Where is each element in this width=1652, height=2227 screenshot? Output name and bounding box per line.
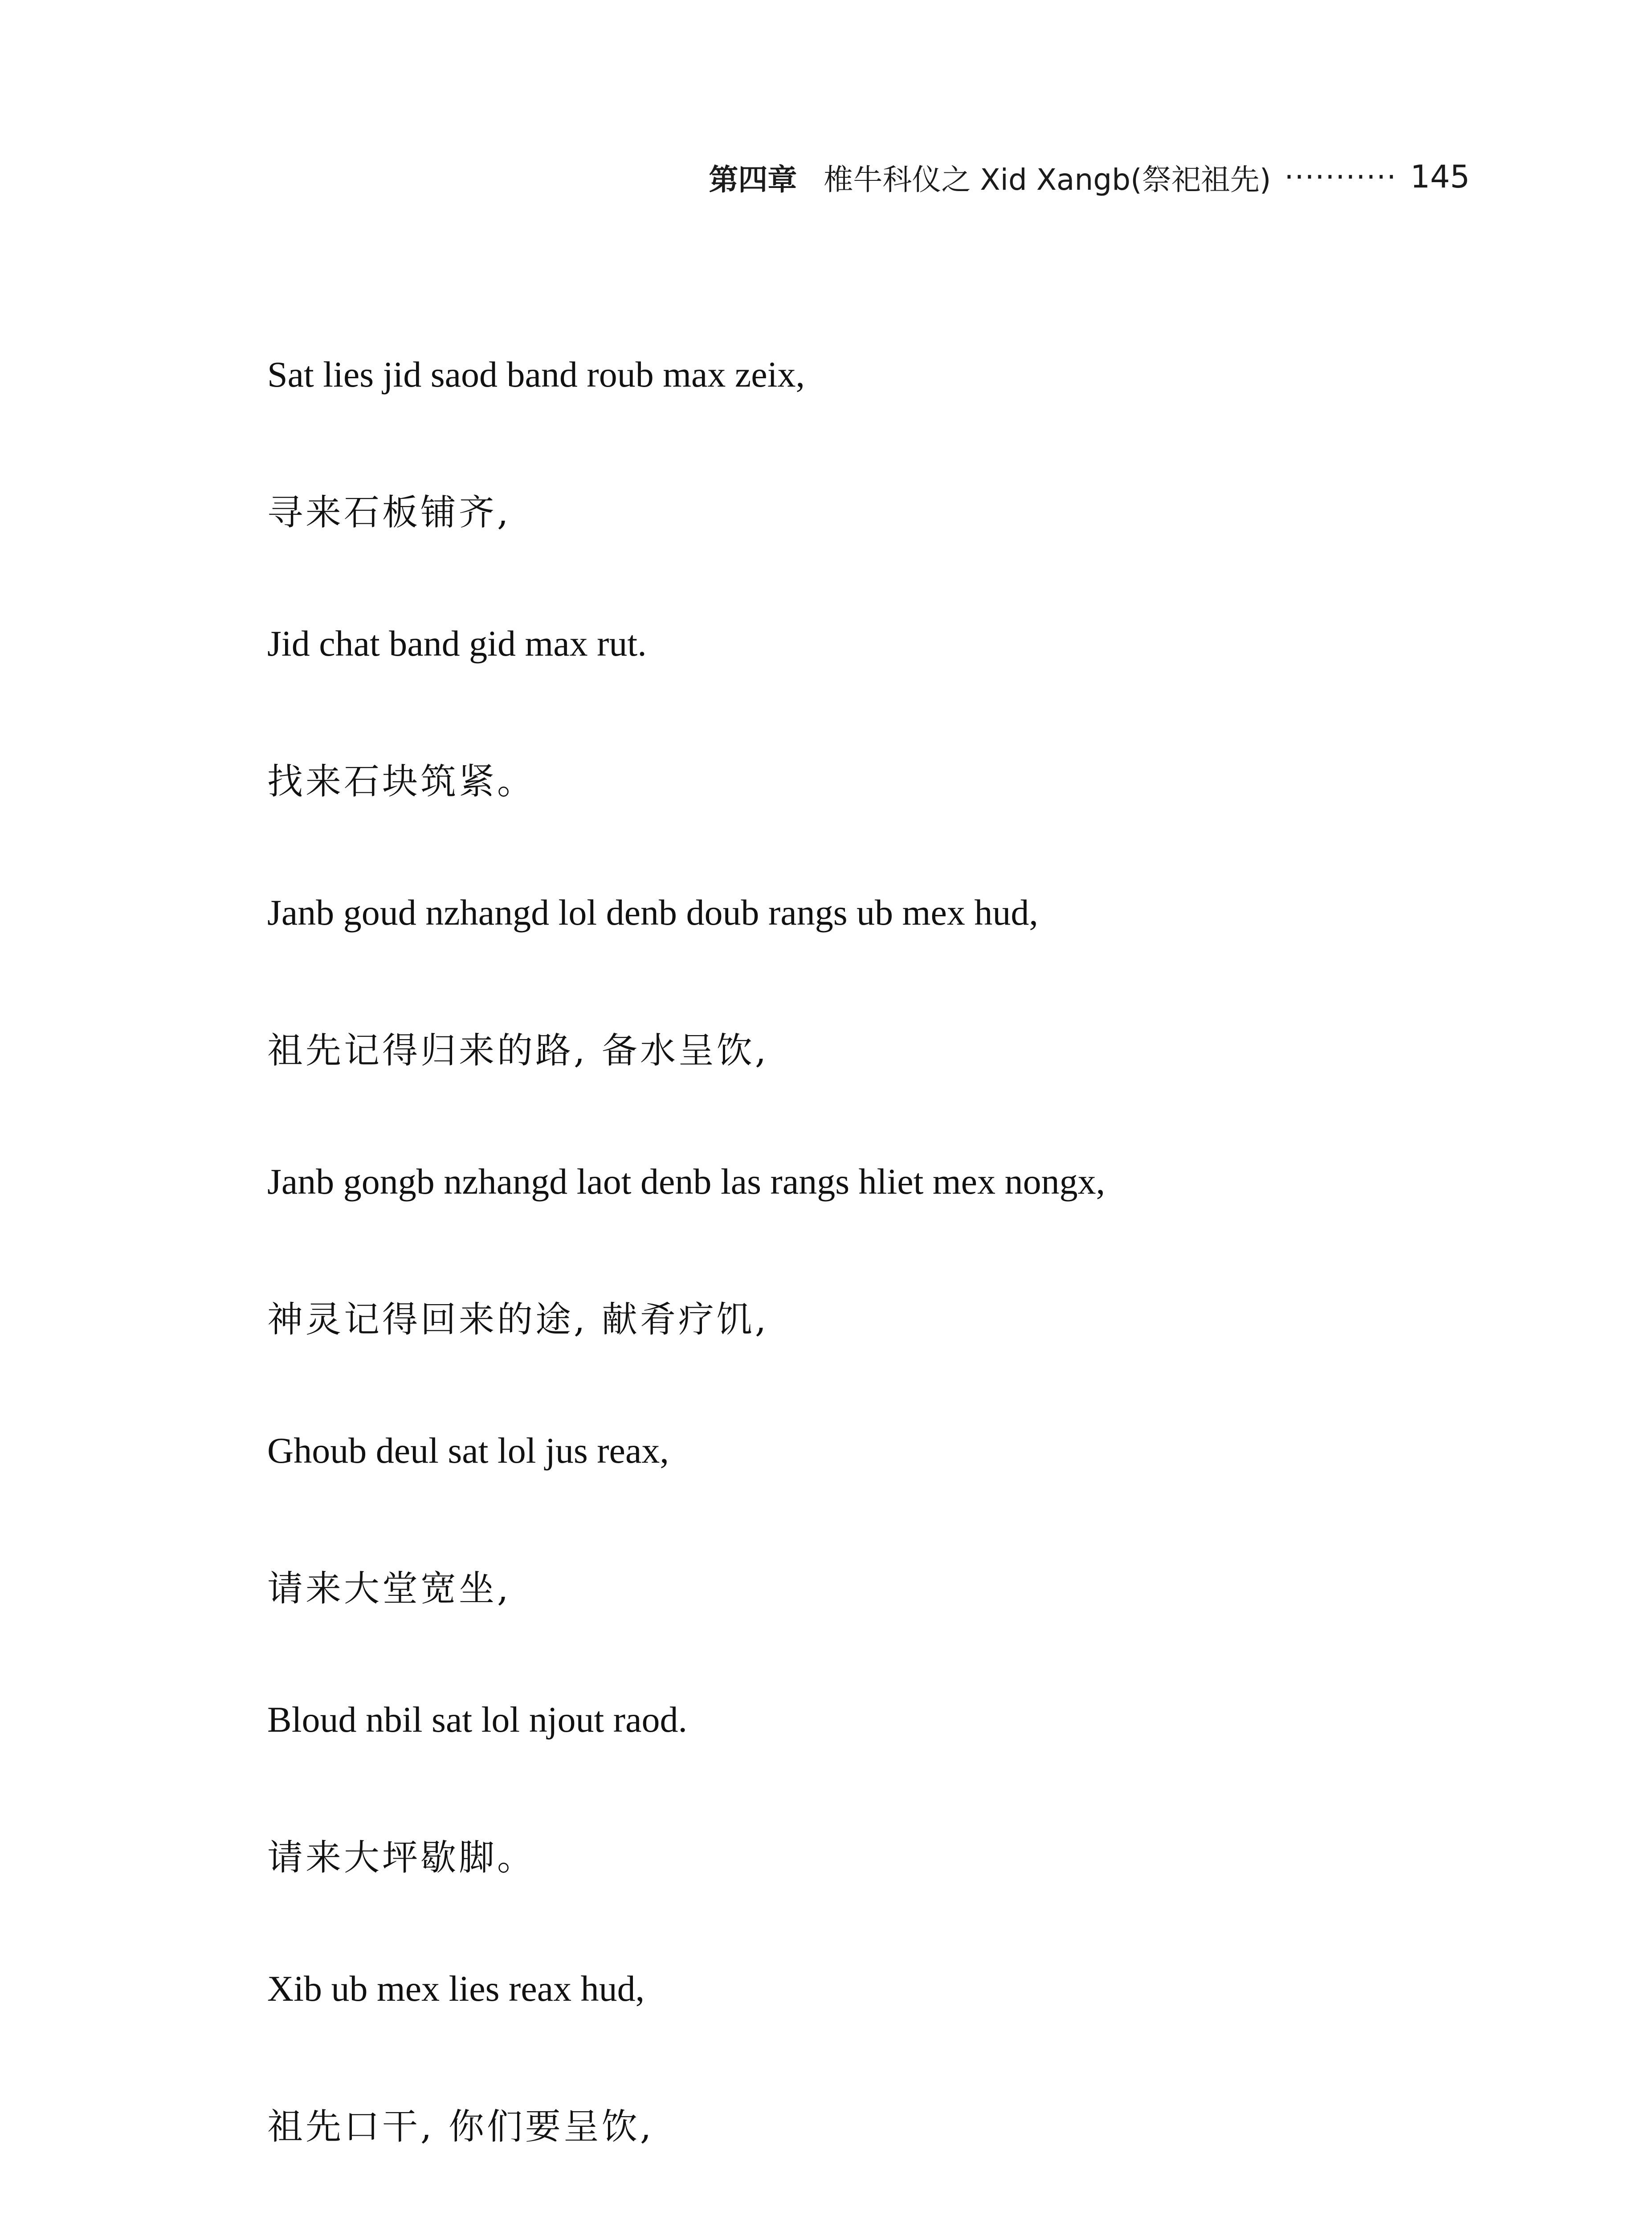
verse-line-chinese: 神灵记得回来的途, 献肴疗饥, <box>267 1298 769 1340</box>
verse-text-body <box>267 307 1425 2227</box>
running-header <box>709 152 1470 201</box>
verse-line-chinese: 祖先记得归来的路, 备水呈饮, <box>267 1029 769 1071</box>
verse-line-miao: Janb goud nzhangd lol denb doub rangs ub mex hud, <box>267 892 1038 933</box>
verse-line-miao: Bloud nbil sat lol njout raod. <box>267 1699 687 1740</box>
verse-line-chinese: 找来石块筑紧。 <box>267 760 535 802</box>
verse-line-miao: Janb gongb nzhangd laot denb las rangs hliet mex nongx, <box>267 1161 1105 1202</box>
chapter-label: 第四章 <box>709 162 797 197</box>
verse-line-chinese: 请来大坪歇脚。 <box>267 1836 535 1878</box>
page-number: 145 <box>1410 159 1470 195</box>
verse-line-miao <box>267 2190 1425 2227</box>
verse-line-chinese: 祖先口干, 你们要呈饮, <box>267 2105 654 2147</box>
verse-line-miao: Xib ub mex lies reax hud, <box>267 1968 645 2009</box>
dot-leader: ··········· <box>1284 159 1397 194</box>
section-title: 椎牛科仪之 Xid Xangb(祭祀祖先) <box>824 162 1271 197</box>
verse-line-chinese: 请来大堂宽坐, <box>267 1567 511 1609</box>
verse-line-miao: Sat lies jid saod band roub max zeix, <box>267 354 805 395</box>
verse-line-miao: Ghoub deul sat lol jus reax, <box>267 1430 669 1471</box>
verse-line-miao: Jid chat band gid max rut. <box>267 623 647 664</box>
verse-line-chinese: 寻来石板铺齐, <box>267 491 511 533</box>
